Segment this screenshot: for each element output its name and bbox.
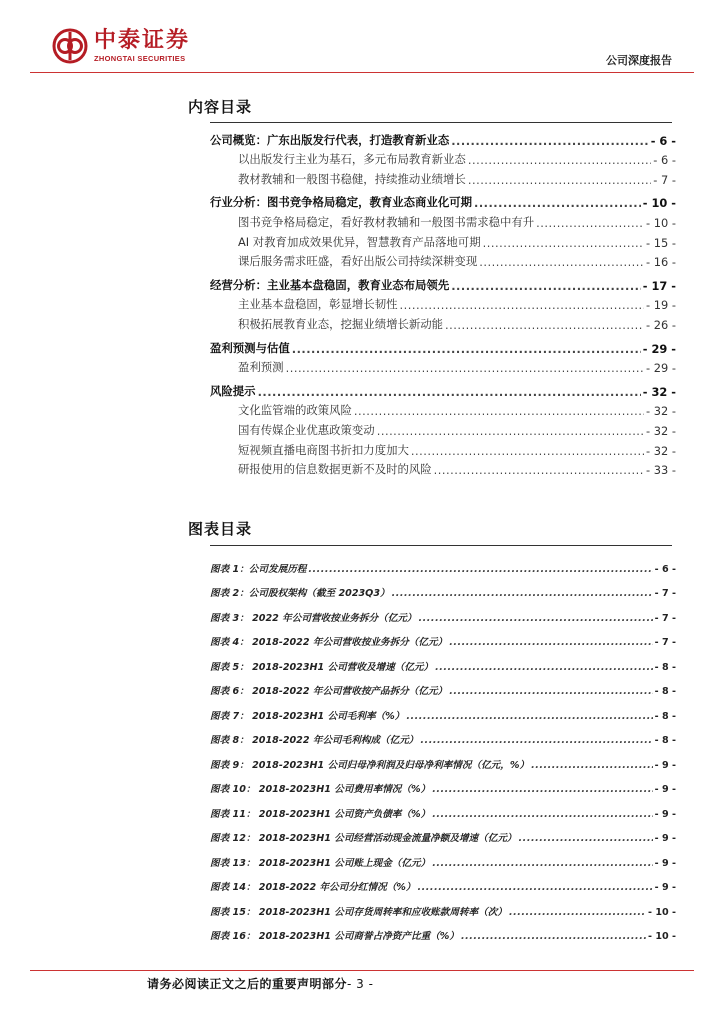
figure-toc-entry[interactable] xyxy=(210,918,676,943)
figure-entry-page: - 6 - xyxy=(654,563,676,575)
figure-entry-page: - 7 - xyxy=(654,612,676,624)
toc-entry-title: 图书竞争格局稳定，看好教材教辅和一般图书需求稳中有升 xyxy=(238,214,535,229)
figure-entry-page: - 9 - xyxy=(654,784,676,795)
figure-toc-entry[interactable] xyxy=(210,746,676,771)
toc-leader-dots xyxy=(479,255,644,269)
toc-leader-dots xyxy=(354,404,644,418)
figure-toc-entry[interactable] xyxy=(210,624,676,649)
figure-entry-page: - 8 - xyxy=(654,710,676,722)
toc-leader-dots xyxy=(392,588,653,599)
toc-leader-dots xyxy=(377,424,644,438)
contents-list xyxy=(210,128,676,477)
toc-subsection-entry[interactable] xyxy=(210,356,676,376)
toc-leader-dots xyxy=(468,173,651,187)
figure-entry-title: 图表 4： 2018-2022 年公司营收按业务拆分（亿元） xyxy=(210,637,448,648)
figure-toc-entry[interactable] xyxy=(210,599,676,624)
report-type-label: 公司深度报告 xyxy=(606,54,672,67)
toc-leader-dots xyxy=(406,711,652,722)
toc-entry-title: 短视频直播电商图书折扣力度加大 xyxy=(238,442,409,457)
figure-entry-title: 图表 12： 2018-2023H1 公司经营活动现金流量净额及增速（亿元） xyxy=(210,833,517,844)
toc-section-entry[interactable] xyxy=(210,273,676,293)
toc-entry-title: 积极拓展教育业态，挖掘业绩增长新动能 xyxy=(238,316,444,331)
toc-leader-dots xyxy=(286,361,644,375)
figure-toc-entry[interactable] xyxy=(210,648,676,673)
toc-leader-dots xyxy=(474,196,641,210)
toc-leader-dots xyxy=(432,858,652,869)
figure-toc-entry[interactable] xyxy=(210,820,676,845)
toc-entry-title: 盈利预测与估值 xyxy=(210,340,290,355)
toc-leader-dots xyxy=(531,760,653,771)
toc-leader-dots xyxy=(445,318,644,332)
figure-entry-title: 图表 15： 2018-2023H1 公司存货周转率和应收账款周转率（次） xyxy=(210,906,507,918)
figure-entry-page: - 9 - xyxy=(654,759,676,771)
page-number: - 3 - xyxy=(347,977,374,991)
toc-subsection-entry[interactable] xyxy=(210,250,676,270)
figure-entry-page: - 7 - xyxy=(654,588,676,599)
toc-leader-dots xyxy=(451,279,641,293)
toc-entry-page: - 29 - xyxy=(646,361,676,376)
page-header xyxy=(0,0,724,80)
figure-toc-entry[interactable] xyxy=(210,893,676,918)
figure-toc-entry[interactable] xyxy=(210,722,676,747)
figures-rule xyxy=(210,545,672,546)
toc-leader-dots xyxy=(292,342,641,356)
toc-subsection-entry[interactable] xyxy=(210,399,676,419)
toc-entry-page: - 16 - xyxy=(646,255,676,270)
company-logo xyxy=(52,28,190,64)
toc-entry-title: 风险提示 xyxy=(210,383,256,398)
figure-entry-page: - 9 - xyxy=(654,833,676,844)
toc-entry-page: - 32 - xyxy=(646,404,676,419)
header-divider xyxy=(30,72,694,73)
toc-leader-dots xyxy=(419,613,653,624)
toc-entry-page: - 17 - xyxy=(642,278,676,293)
toc-leader-dots xyxy=(418,882,653,893)
toc-subsection-entry[interactable] xyxy=(210,438,676,458)
figure-toc-entry[interactable] xyxy=(210,771,676,796)
toc-entry-title: 以出版发行主业为基石，多元布局教育新业态 xyxy=(238,152,466,167)
footer-divider xyxy=(30,970,694,971)
toc-leader-dots xyxy=(468,153,651,167)
toc-entry-page: - 6 - xyxy=(650,133,676,148)
figure-entry-title: 图表 1：公司发展历程 xyxy=(210,563,307,575)
toc-leader-dots xyxy=(519,833,653,844)
contents-rule xyxy=(210,122,672,123)
toc-entry-page: - 33 - xyxy=(646,463,676,478)
toc-subsection-entry[interactable] xyxy=(210,148,676,168)
figure-entry-title: 图表 3： 2022 年公司营收按业务拆分（亿元） xyxy=(210,612,417,624)
figure-entry-page: - 8 - xyxy=(654,661,676,673)
figure-entry-title: 图表 16： 2018-2023H1 公司商誉占净资产比重（%） xyxy=(210,931,459,942)
toc-entry-page: - 10 - xyxy=(642,196,676,211)
toc-leader-dots xyxy=(420,735,652,746)
toc-subsection-entry[interactable] xyxy=(210,418,676,438)
toc-entry-title: 行业分析：图书竞争格局稳定，教育业态商业化可期 xyxy=(210,195,472,210)
toc-entry-title: 研报使用的信息数据更新不及时的风险 xyxy=(238,462,432,477)
logo-english-name: ZHONGTAI SECURITIES xyxy=(94,54,186,63)
figure-entry-title: 图表 10： 2018-2023H1 公司费用率情况（%） xyxy=(210,784,431,795)
figure-entry-page: - 9 - xyxy=(654,882,676,893)
toc-leader-dots xyxy=(451,134,648,148)
toc-entry-page: - 26 - xyxy=(646,317,676,332)
toc-subsection-entry[interactable] xyxy=(210,230,676,250)
toc-entry-title: 盈利预测 xyxy=(238,360,284,375)
toc-subsection-entry[interactable] xyxy=(210,312,676,332)
toc-section-entry[interactable] xyxy=(210,336,676,356)
toc-leader-dots xyxy=(461,931,646,942)
figure-toc-entry[interactable] xyxy=(210,697,676,722)
toc-leader-dots xyxy=(258,385,641,399)
toc-entry-page: - 32 - xyxy=(646,443,676,458)
toc-leader-dots xyxy=(432,784,652,795)
footer-notice: 请务必阅读正文之后的重要声明部分 xyxy=(147,977,348,991)
figure-entry-title: 图表 8： 2018-2022 年公司毛利构成（亿元） xyxy=(210,735,419,746)
toc-leader-dots xyxy=(434,463,644,477)
toc-entry-title: 教材教辅和一般图书稳健，持续推动业绩增长 xyxy=(238,171,466,186)
contents-title: 内容目录 xyxy=(188,98,253,116)
toc-subsection-entry[interactable] xyxy=(210,167,676,187)
figure-toc-entry[interactable] xyxy=(210,795,676,820)
figure-entry-page: - 9 - xyxy=(654,857,676,869)
toc-leader-dots xyxy=(411,444,644,458)
toc-leader-dots xyxy=(308,564,652,575)
zhongtai-logo-icon xyxy=(52,28,88,64)
toc-entry-page: - 32 - xyxy=(642,384,676,399)
figure-entry-title: 图表 11： 2018-2023H1 公司资产负债率（%） xyxy=(210,808,431,820)
figures-list xyxy=(210,550,676,942)
toc-entry-title: AI 对教育加成效果优异，智慧教育产品落地可期 xyxy=(238,234,481,249)
logo-text xyxy=(94,29,190,63)
figure-entry-title: 图表 5： 2018-2023H1 公司营收及增速（亿元） xyxy=(210,661,434,673)
toc-subsection-entry[interactable] xyxy=(210,458,676,478)
figure-entry-title: 图表 2：公司股权架构（截至 2023Q3） xyxy=(210,588,390,599)
toc-leader-dots xyxy=(449,686,652,697)
toc-leader-dots xyxy=(399,298,644,312)
toc-entry-page: - 10 - xyxy=(646,215,676,230)
page-footer xyxy=(147,975,373,992)
toc-leader-dots xyxy=(432,809,652,820)
toc-leader-dots xyxy=(536,216,644,230)
toc-entry-page: - 32 - xyxy=(646,423,676,438)
figure-toc-entry[interactable] xyxy=(210,869,676,894)
figure-toc-entry[interactable] xyxy=(210,575,676,600)
toc-entry-title: 经营分析：主业基本盘稳固，教育业态布局领先 xyxy=(210,277,450,292)
toc-leader-dots xyxy=(435,662,653,673)
figure-entry-title: 图表 6： 2018-2022 年公司营收按产品拆分（亿元） xyxy=(210,686,448,697)
toc-leader-dots xyxy=(483,236,644,250)
logo-chinese-name: 中泰证券 xyxy=(94,28,191,53)
figure-entry-page: - 8 - xyxy=(654,735,676,746)
toc-entry-title: 课后服务需求旺盛，看好出版公司持续深耕变现 xyxy=(238,254,478,269)
toc-section-entry[interactable] xyxy=(210,379,676,399)
toc-entry-title: 文化监管端的政策风险 xyxy=(238,403,352,418)
toc-entry-page: - 19 - xyxy=(646,298,676,313)
figure-toc-entry[interactable] xyxy=(210,550,676,575)
toc-leader-dots xyxy=(449,637,652,648)
toc-subsection-entry[interactable] xyxy=(210,210,676,230)
figure-entry-page: - 10 - xyxy=(648,906,676,918)
figure-entry-title: 图表 9： 2018-2023H1 公司归母净利润及归母净利率情况（亿元，%） xyxy=(210,759,530,771)
figure-toc-entry[interactable] xyxy=(210,673,676,698)
toc-entry-title: 主业基本盘稳固，彰显增长韧性 xyxy=(238,297,398,312)
figure-entry-page: - 7 - xyxy=(654,637,676,648)
figure-toc-entry[interactable] xyxy=(210,844,676,869)
figure-entry-page: - 10 - xyxy=(648,931,676,942)
figure-entry-page: - 8 - xyxy=(654,686,676,697)
toc-section-entry[interactable] xyxy=(210,191,676,211)
toc-entry-title: 公司概览：广东出版发行代表，打造教育新业态 xyxy=(210,132,450,147)
figure-entry-title: 图表 13： 2018-2023H1 公司账上现金（亿元） xyxy=(210,857,431,869)
toc-subsection-entry[interactable] xyxy=(210,293,676,313)
toc-entry-page: - 29 - xyxy=(642,341,676,356)
toc-entry-page: - 15 - xyxy=(646,235,676,250)
toc-entry-title: 国有传媒企业优惠政策变动 xyxy=(238,422,375,437)
toc-entry-page: - 6 - xyxy=(653,153,676,168)
toc-entry-page: - 7 - xyxy=(653,172,676,187)
figure-entry-title: 图表 14： 2018-2022 年公司分红情况（%） xyxy=(210,882,416,893)
toc-leader-dots xyxy=(509,907,646,918)
figure-entry-title: 图表 7： 2018-2023H1 公司毛利率（%） xyxy=(210,710,405,722)
toc-section-entry[interactable] xyxy=(210,128,676,148)
figures-title: 图表目录 xyxy=(188,520,253,538)
figure-entry-page: - 9 - xyxy=(654,808,676,820)
